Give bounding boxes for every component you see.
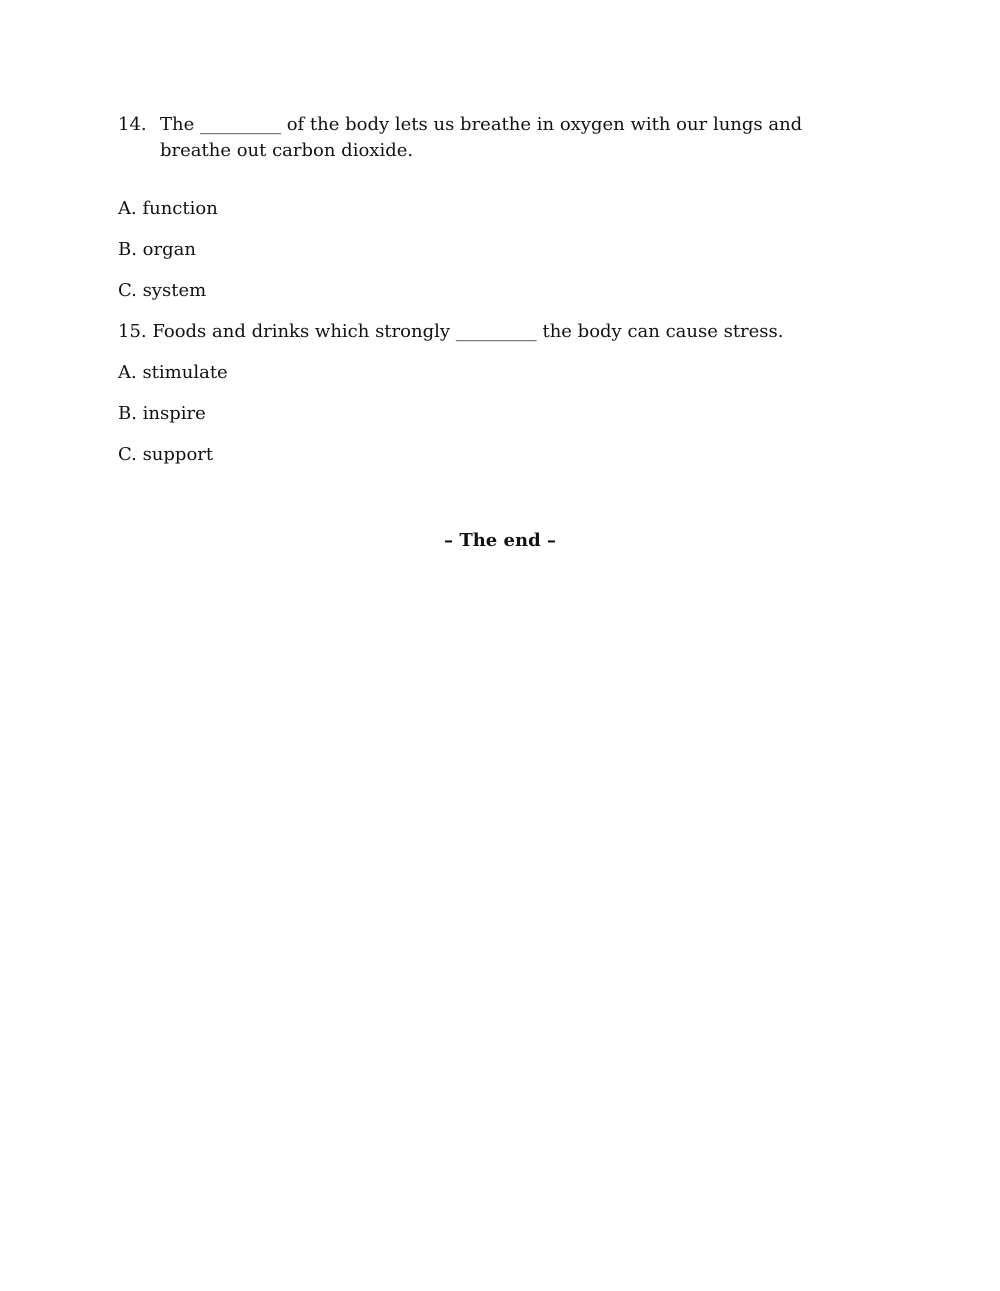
- answer-option: A. function: [118, 198, 218, 219]
- question-14: [118, 112, 878, 164]
- answer-option: C. support: [118, 444, 214, 465]
- question-number: 14.: [118, 114, 147, 135]
- question-15: 15. Foods and drinks which strongly _________ the body can cause stress.: [118, 321, 784, 342]
- answer-option: B. inspire: [118, 403, 206, 424]
- worksheet-page: [118, 112, 878, 483]
- answer-option: A. stimulate: [118, 362, 228, 383]
- answer-option: C. system: [118, 280, 207, 301]
- answer-option: B. organ: [118, 239, 196, 260]
- question-text: The _________ of the body lets us breathe in oxygen with our lungs and breathe out carbon dioxide.: [160, 114, 803, 161]
- end-marker: – The end –: [444, 530, 556, 551]
